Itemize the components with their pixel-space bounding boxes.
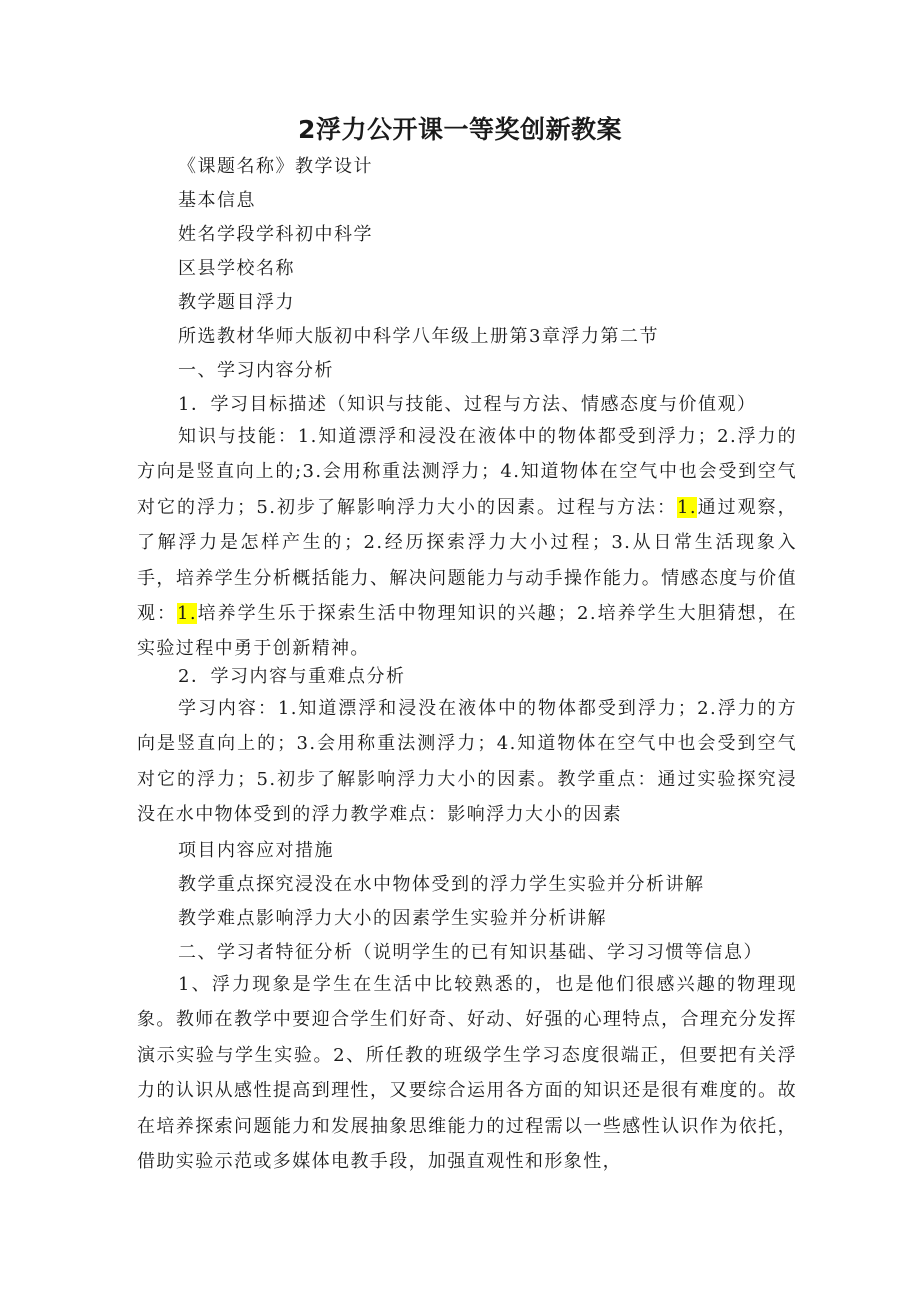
- section-2-heading: 二、学习者特征分析（说明学生的已有知识基础、学习习惯等信息）: [178, 942, 763, 963]
- objectives-text-part-2: 通过观察，了解浮力是怎样产生的；2.经历探索浮力大小过程；3.从日常生活现象入手，培养学生分析概括能力、解决问题能力与动手操作能力。情感态度与价值观：: [137, 496, 798, 625]
- info-row-name-stage-subject: 姓名学段学科初中科学: [178, 224, 373, 245]
- section-1-heading: 一、学习内容分析: [178, 360, 334, 381]
- info-row-district-school: 区县学校名称: [178, 258, 295, 279]
- content-analysis-paragraph: 学习内容：1.知道漂浮和浸没在液体中的物体都受到浮力；2.浮力的方向是竖直向上的；3.会用称重法测浮力；4.知道物体在空气中也会受到空气对它的浮力；5.初步了解影响浮力大小的因素。教学重点：通过实验探究浸没在水中物体受到的浮力教学难点：影响浮力大小的因素: [137, 698, 797, 826]
- table-header-row: 项目内容应对措施: [178, 840, 334, 861]
- subsection-1-2-heading: 2．学习内容与重难点分析: [178, 666, 406, 687]
- basic-info-heading: 基本信息: [178, 190, 256, 211]
- objectives-paragraph: [137, 419, 797, 667]
- lesson-design-heading: 《课题名称》教学设计: [178, 156, 373, 177]
- highlighted-number: 1.: [177, 603, 197, 625]
- learner-analysis-paragraph: 1、浮力现象是学生在生活中比较熟悉的，也是他们很感兴趣的物理现象。教师在教学中要迎合学生们好奇、好动、好强的心理特点，合理充分发挥演示实验与学生实验。2、所任教的班级学生学习态度很端正，但要把有关浮力的认识从感性提高到理性，又要综合运用各方面的知识还是很有难度的。故在培养探索问题能力和发展抽象思维能力的过程需以一些感性认识作为依托，借助实验示范或多媒体电教手段，加强直观性和形象性，: [137, 974, 797, 1173]
- table-row-difficulty: 教学难点影响浮力大小的因素学生实验并分析讲解: [178, 908, 607, 929]
- info-row-topic: 教学题目浮力: [178, 292, 295, 313]
- objectives-text-part-3: 培养学生乐于探索生活中物理知识的兴趣；2.培养学生大胆猜想，在实验过程中勇于创新精神。: [137, 603, 797, 660]
- subsection-1-1-heading: 1．学习目标描述（知识与技能、过程与方法、情感态度与价值观）: [178, 394, 757, 415]
- document-title: 2浮力公开课一等奖创新教案: [298, 115, 622, 144]
- table-row-key-point: 教学重点探究浸没在水中物体受到的浮力学生实验并分析讲解: [178, 874, 705, 895]
- objectives-text-part-1: 知识与技能：1.知道漂浮和浸没在液体中的物体都受到浮力；2.浮力的方向是竖直向上的;3.会用称重法测浮力；4.知道物体在空气中也会受到空气对它的浮力；5.初步了解影响浮力大小的因素。过程与方法：: [137, 426, 797, 518]
- info-row-textbook: 所选教材华师大版初中科学八年级上册第3章浮力第二节: [178, 326, 659, 347]
- highlighted-number: 1.: [677, 496, 697, 518]
